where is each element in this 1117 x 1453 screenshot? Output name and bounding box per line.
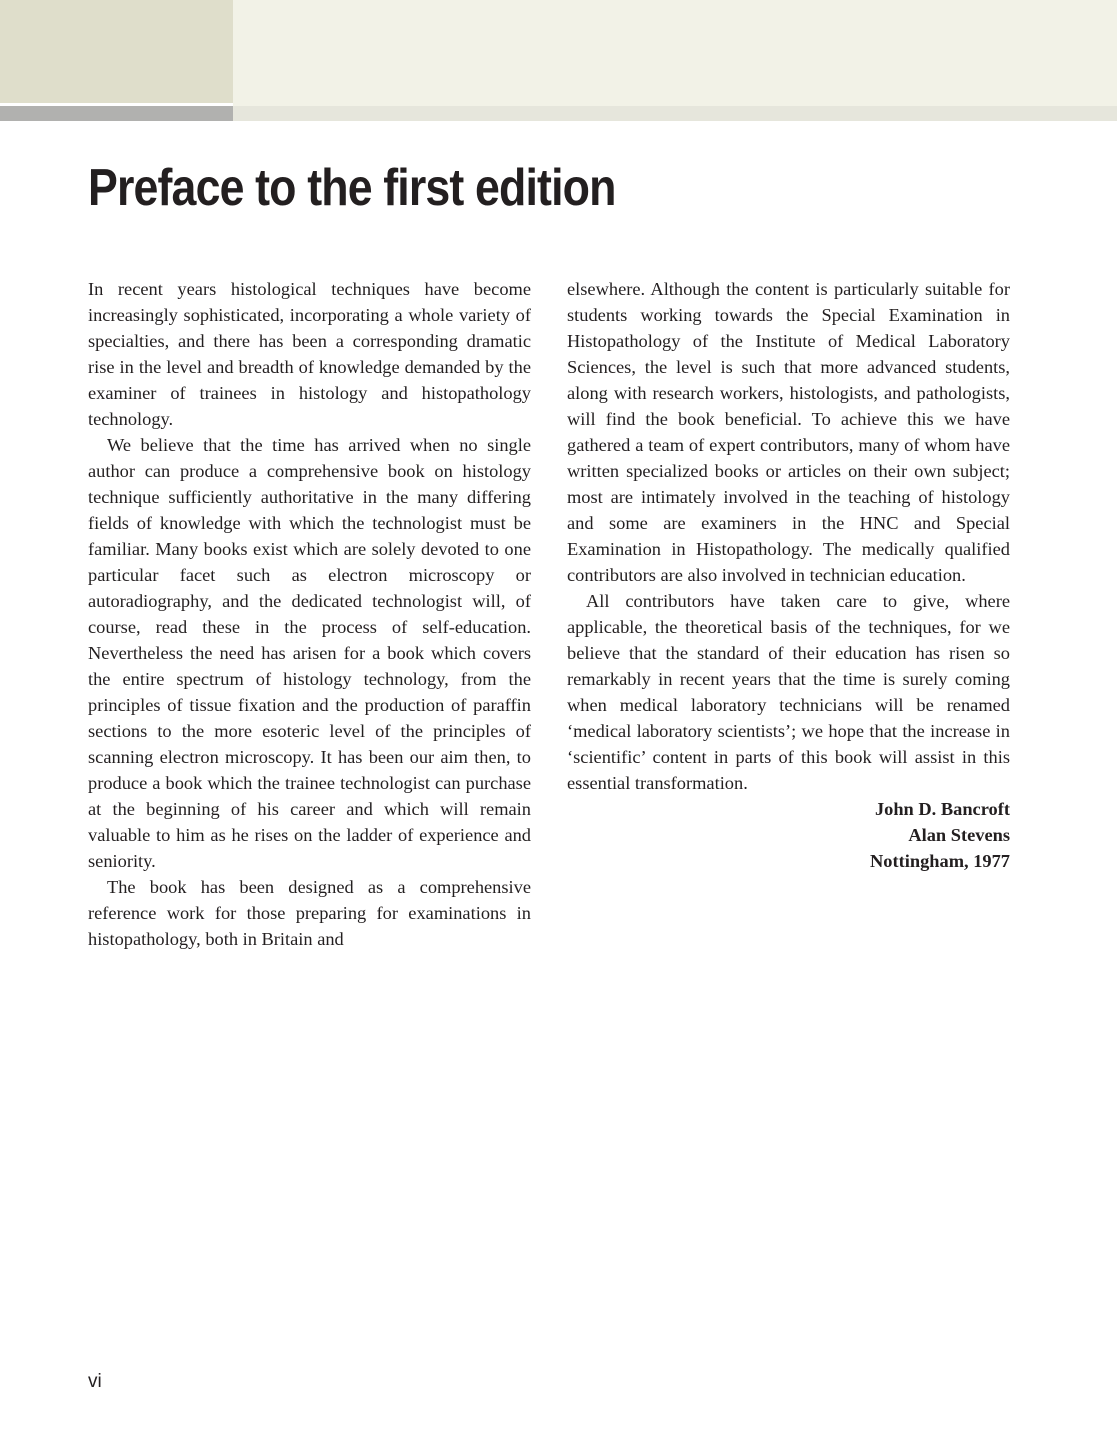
header-block-left — [0, 0, 233, 103]
header-bar-left — [0, 106, 233, 121]
page-title: Preface to the first edition — [88, 159, 616, 217]
author-name: Alan Stevens — [908, 825, 1010, 845]
header-block-right — [233, 0, 1117, 106]
place-date: Nottingham, 1977 — [870, 851, 1010, 871]
signature-block — [567, 796, 1010, 874]
paragraph: All contributors have taken care to give, where applicable, the theoretical basis of the techniques, for we believe that the standard of their education has risen so remarkably in recent years that the time is surely coming when medical laboratory technicians will be renamed ‘medical laboratory scientists’; we hope that the increase in ‘scientific’ content in parts of this book will assist in this essential transformation. — [567, 591, 1010, 793]
text-column-left — [88, 276, 531, 952]
paragraph: The book has been designed as a comprehensive reference work for those preparing for examinations in histopathology, both in Britain and — [88, 877, 531, 949]
page-header-band — [0, 0, 1117, 121]
page-number: vi — [88, 1371, 102, 1392]
header-bar-right — [233, 106, 1117, 121]
author-name: John D. Bancroft — [874, 799, 1010, 819]
paragraph: In recent years histological techniques have become increasingly sophisticated, incorporating a whole variety of specialties, and there has been a corresponding dramatic rise in the level and breadth of knowledge demanded by the examiner of trainees in histology and histopathology technology. — [88, 279, 531, 429]
paragraph: elsewhere. Although the content is particularly suitable for students working towards the Special Examination in Histopathology of the Institute of Medical Laboratory Sciences, the level is such that more advanced students, along with research workers, histologists, and pathologists, will find the book beneficial. To achieve this we have gathered a team of expert contributors, many of whom have written specialized books or articles on their own subject; most are intimately involved in the teaching of histology and some are examiners in the HNC and Special Examination in Histopathology. The medically qualified contributors are also involved in technician education. — [567, 279, 1010, 585]
text-column-right — [567, 276, 1010, 874]
paragraph: We believe that the time has arrived when no single author can produce a comprehensive book on histology technique sufficiently authoritative in the many differing fields of knowledge with which the technologist must be familiar. Many books exist which are solely devoted to one particular facet such as electron microscopy or autoradiography, and the dedicated technologist will, of course, read these in the process of self-education. Nevertheless the need has arisen for a book which covers the entire spectrum of histology technology, from the principles of tissue fixation and the production of paraffin sections to the more esoteric level of the principles of scanning electron microscopy. It has been our aim then, to produce a book which the trainee technologist can purchase at the beginning of his career and which will remain valuable to him as he rises on the ladder of experience and seniority. — [88, 435, 531, 871]
